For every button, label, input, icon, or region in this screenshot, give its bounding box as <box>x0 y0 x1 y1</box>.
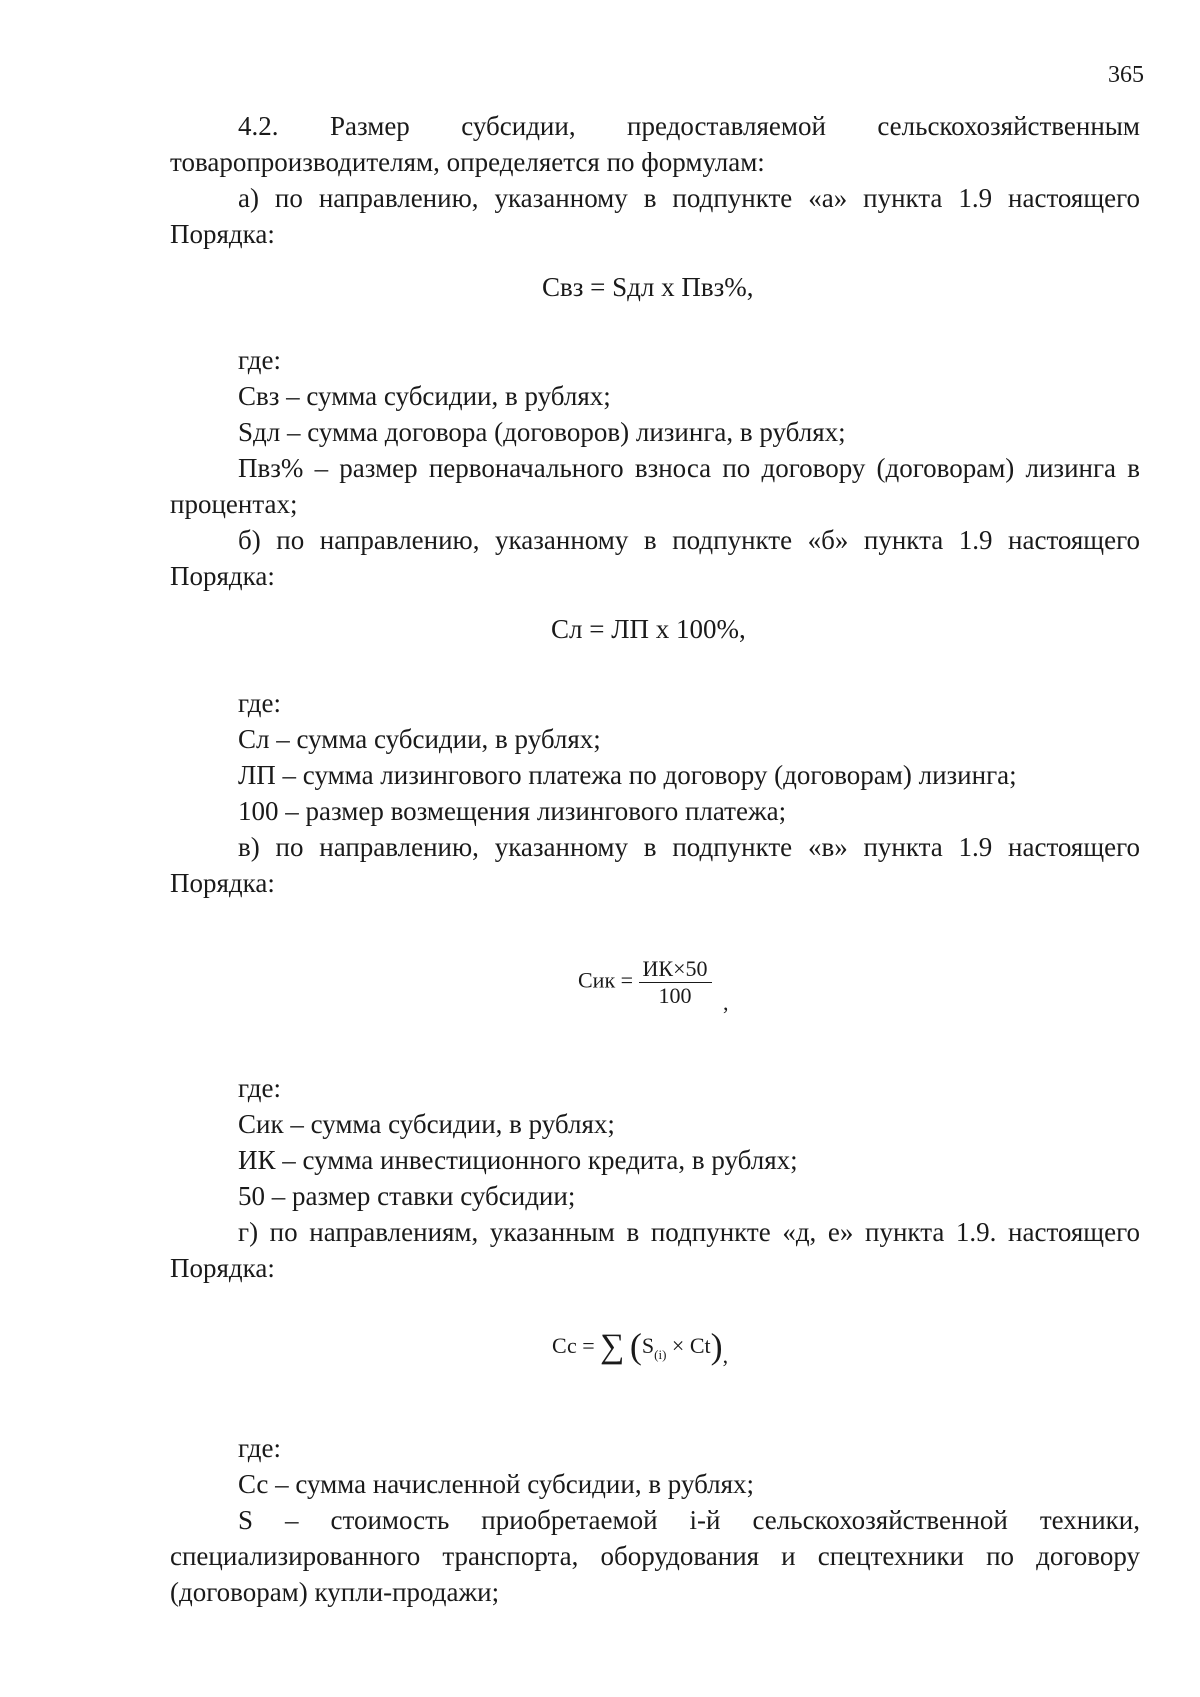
definition-s: S – стоимость приобретаемой i-й сельскохозяйственной техники, специализированного транспорта, оборудования и спецтехники по договору (договорам) купли-продажи; <box>170 1505 1140 1607</box>
formula-g-times: × <box>671 1333 685 1358</box>
open-paren: ( <box>629 1326 642 1366</box>
definition-ik: ИК – сумма инвестиционного кредита, в рублях; <box>238 1145 798 1175</box>
formula-g-subscript: (i) <box>654 1347 667 1362</box>
definition-50: 50 – размер ставки субсидии; <box>238 1181 576 1211</box>
where-label-g: где: <box>238 1433 281 1463</box>
definition-sdl: Sдл – сумма договора (договоров) лизинга, в рублях; <box>238 417 846 447</box>
close-paren: ) <box>710 1326 723 1366</box>
definition-cc: Сс – сумма начисленной субсидии, в рублях; <box>238 1469 755 1499</box>
where-label-b: где: <box>238 688 281 718</box>
formula-v-numerator: ИК×50 <box>639 956 712 983</box>
formula-v-fraction <box>639 956 712 1009</box>
formula-g-ct: Ct <box>689 1333 711 1358</box>
formula-g-s: S <box>641 1333 655 1358</box>
formula-g-lhs: Сс = <box>552 1333 595 1358</box>
definition-100: 100 – размер возмещения лизингового платежа; <box>238 796 787 826</box>
where-label-a: где: <box>238 345 281 375</box>
page-number: 365 <box>1108 62 1144 88</box>
definition-sik: Сик – сумма субсидии, в рублях; <box>238 1109 615 1139</box>
formula-b: Сл = ЛП х 100%, <box>551 614 746 644</box>
sigma-symbol: ∑ <box>600 1328 625 1365</box>
paragraph-v: в) по направлению, указанному в подпункте «в» пункта 1.9 настоящего Порядка: <box>170 832 1140 898</box>
paragraph-a: а) по направлению, указанному в подпункте «а» пункта 1.9 настоящего Порядка: <box>170 183 1140 249</box>
formula-g-comma: , <box>722 1343 729 1368</box>
definition-pvz: Пвз% – размер первоначального взноса по договору (договорам) лизинга в процентах; <box>170 453 1140 519</box>
paragraph-b: б) по направлению, указанному в подпункте «б» пункта 1.9 настоящего Порядка: <box>170 525 1140 591</box>
formula-v <box>578 956 729 1015</box>
definition-lp: ЛП – сумма лизингового платежа по договору (договорам) лизинга; <box>238 760 1017 790</box>
where-label-v: где: <box>238 1073 281 1103</box>
definition-svz: Свз – сумма субсидии, в рублях; <box>238 381 611 411</box>
formula-v-denominator: 100 <box>658 983 692 1008</box>
definition-sl: Сл – сумма субсидии, в рублях; <box>238 724 601 754</box>
paragraph-intro: 4.2. Размер субсидии, предоставляемой сельскохозяйственным товаропроизводителям, определяется по формулам: <box>170 111 1140 177</box>
formula-v-lhs: Сик = <box>578 967 634 993</box>
paragraph-g: г) по направлениям, указанным в подпункте «д, е» пункта 1.9. настоящего Порядка: <box>170 1217 1140 1283</box>
formula-g <box>552 1325 728 1367</box>
formula-v-comma: , <box>723 989 729 1015</box>
formula-a: Свз = Sдл х Пвз%, <box>542 272 754 302</box>
